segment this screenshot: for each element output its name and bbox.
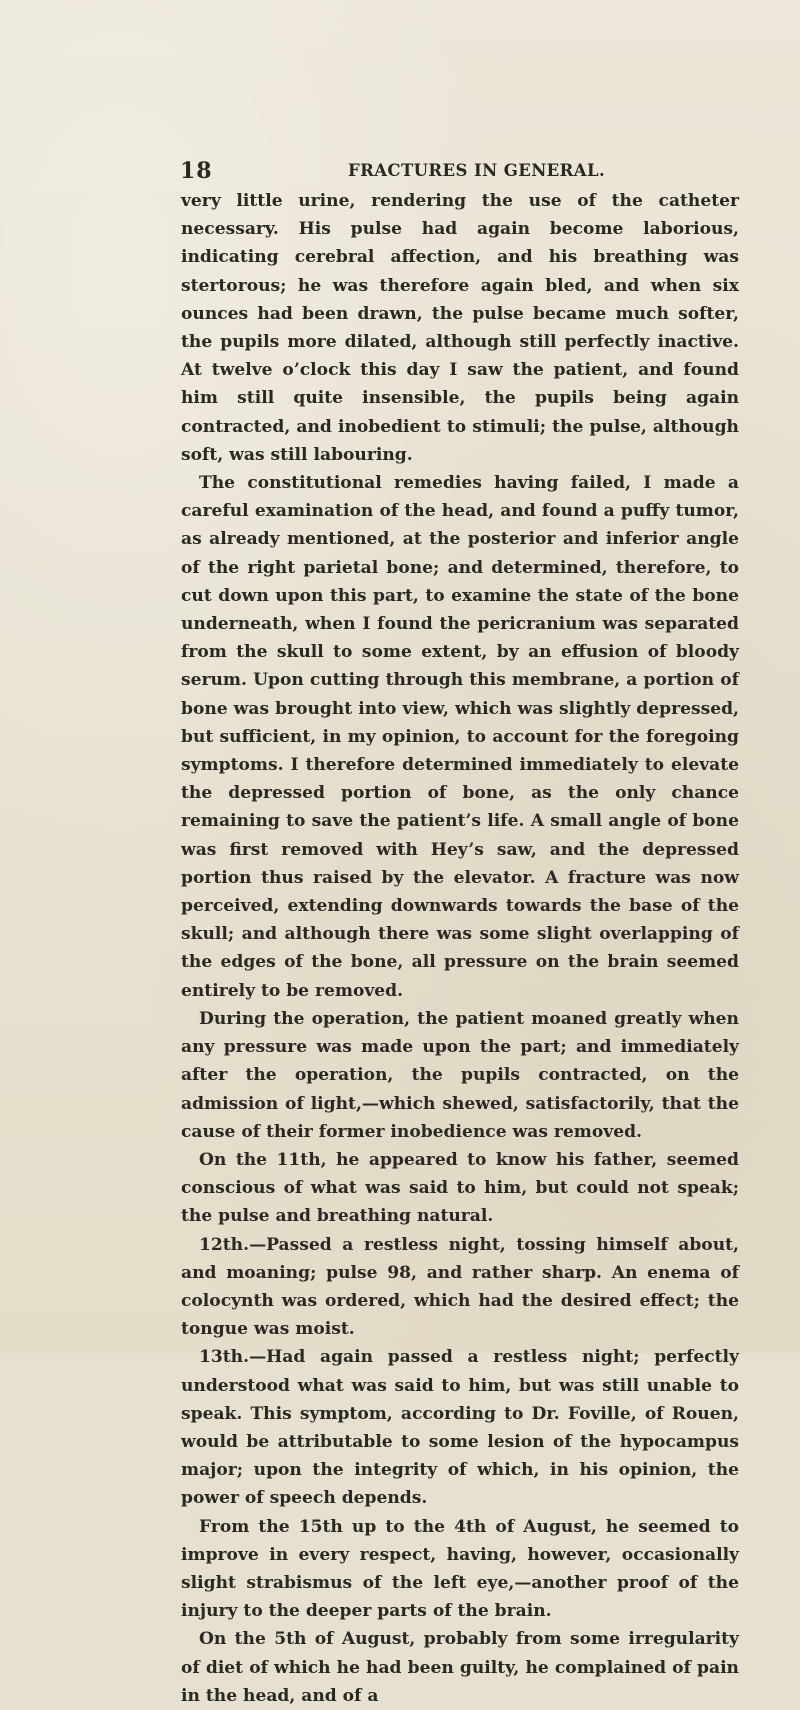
paragraph: From the 15th up to the 4th of August, he seemed to improve in every respect, having, however, occasionally slight strabismus of the left eye,—another proof of the injury to the deeper parts of the brain. bbox=[181, 1516, 739, 1622]
running-title: FRACTURES IN GENERAL. bbox=[348, 161, 606, 180]
paragraph: The constitutional remedies having failed, I made a careful examination of the head, and found a puffy tumor, as already mentioned, at the posterior and inferior angle of the right parietal bone; and determined, therefore, to cut down upon this part, to examine the state of the bone underneath, when I found the pericranium was separated from the skull to some extent, by an effusion of bloody serum. Upon cutting through this membrane, a portion of bone was brought into view, which was slightly depressed, but sufficient, in my opinion, to account for the foregoing symptoms. I therefore determined immediately to elevate the depressed portion of bone, as the only chance remaining to save the patient’s life. A small angle of bone was first removed with Hey’s saw, and the depressed portion thus raised by the elevator. A fracture was now perceived, extending downwards towards the base of the skull; and although there was some slight overlapping of the edges of the bone, all pressure on the brain seemed entirely to be removed. bbox=[181, 473, 739, 1001]
paragraph: 13th.—Had again passed a restless night; perfectly understood what was said to him, but was still unable to speak. This symptom, according to Dr. Foville, of Rouen, would be attributable to some lesion of the hypocampus major; upon the integrity of which, in his opinion, the power of speech depends. bbox=[181, 1347, 739, 1509]
paragraph-continued: very little urine, rendering the use of the catheter necessary. His pulse had again become laborious, indicating cerebral affection, and his breathing was stertorous; he was therefore again bled, and when six ounces had been drawn, the pulse became much softer, the pupils more dilated, although still perfectly inactive. At twelve o’clock this day I saw the patient, and found him still quite insensible, the pupils being again contracted, and inobedient to stimuli; the pulse, although soft, was still labouring. bbox=[181, 191, 739, 465]
paragraph: On the 11th, he appeared to know his father, seemed conscious of what was said to him, but could not speak; the pulse and breathing natural. bbox=[181, 1149, 739, 1227]
paragraph: 12th.—Passed a restless night, tossing himself about, and moaning; pulse 98, and rather sharp. An enema of colocynth was ordered, which had the desired effect; the tongue was moist. bbox=[181, 1234, 739, 1340]
page-number: 18 bbox=[180, 158, 213, 184]
paragraph: On the 5th of August, probably from some irregularity of diet of which he had been guilty, he complained of pain in the head, and of a bbox=[181, 1629, 739, 1706]
paragraph: During the operation, the patient moaned greatly when any pressure was made upon the part; and immediately after the operation, the pupils contracted, on the admission of light,—which shewed, satisfactorily, that the cause of their former inobedience was removed. bbox=[181, 1008, 739, 1142]
page-header bbox=[180, 158, 740, 188]
body-text bbox=[181, 187, 739, 1710]
